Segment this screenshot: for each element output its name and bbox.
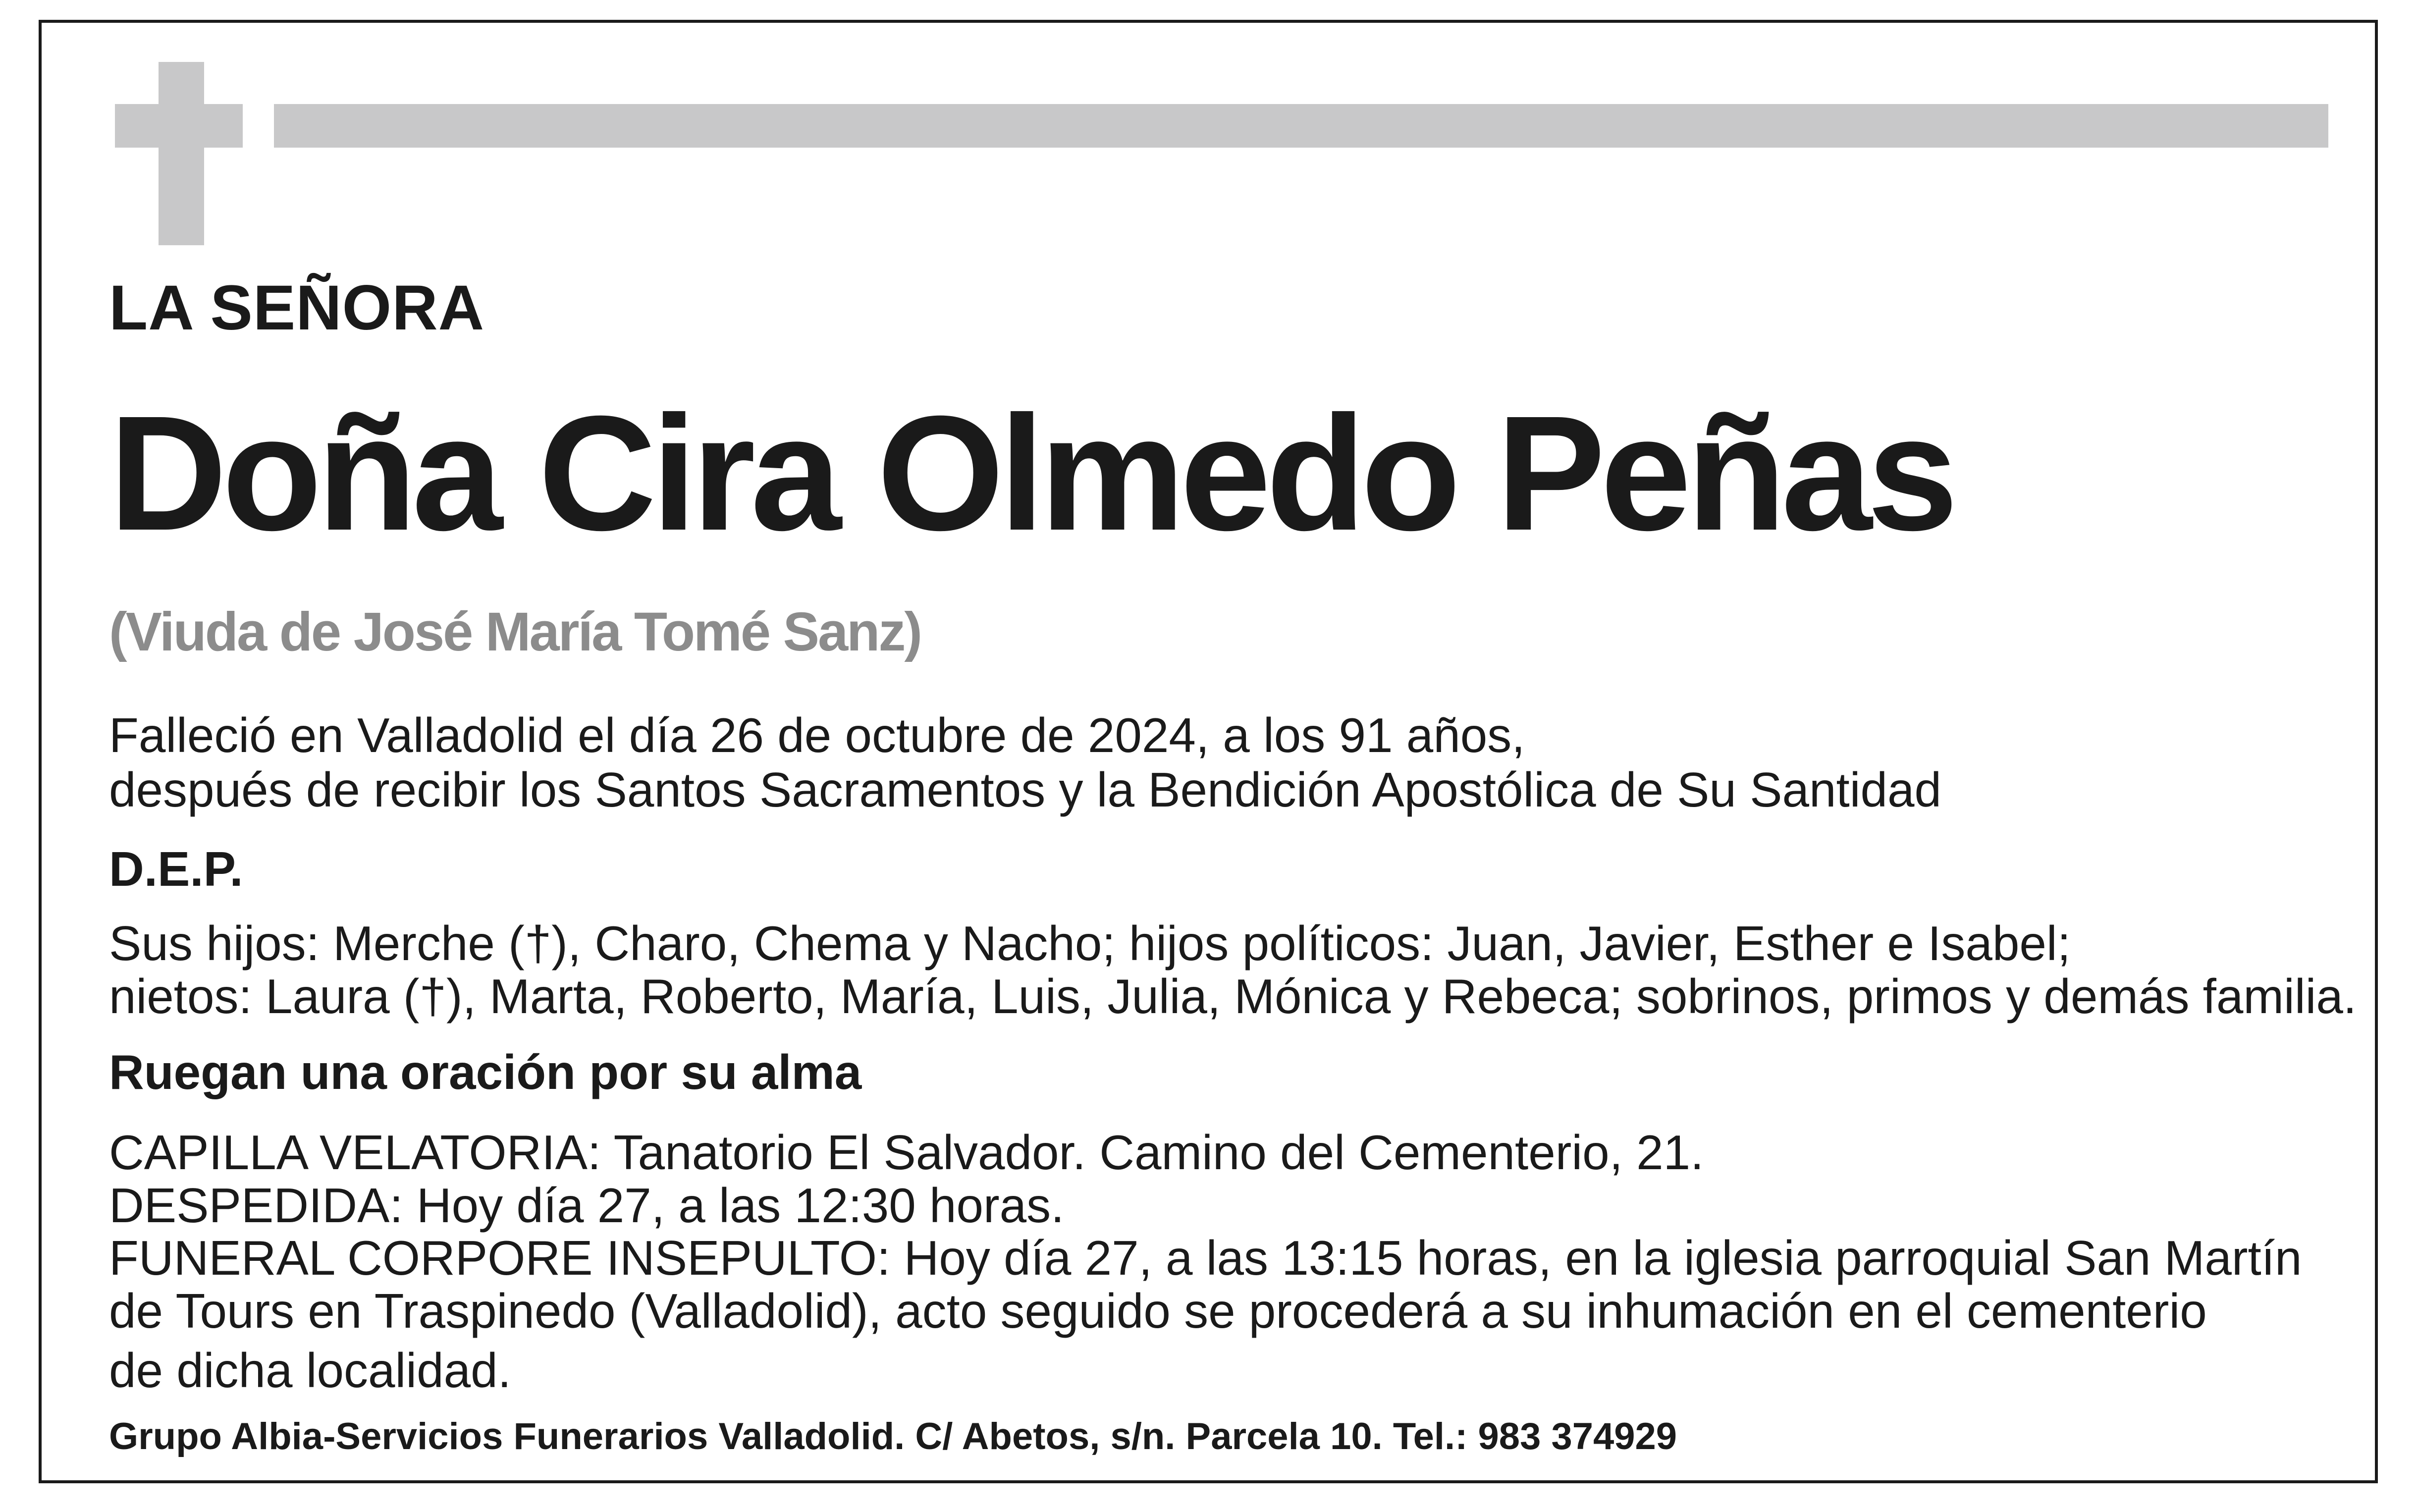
death-text-line: Falleció en Valladolid el día 26 de octubre de 2024, a los 91 años, [109,708,1525,762]
service-detail-line: DESPEDIDA: Hoy día 27, a las 12:30 horas. [109,1178,1065,1233]
service-detail-line: de Tours en Traspinedo (Valladolid), acto seguido se procederá a su inhumación en el cementerio [109,1284,2207,1338]
deceased-name: Doña Cira Olmedo Peñas [109,381,1953,564]
dep-label: D.E.P. [109,842,243,896]
service-detail-line: de dicha localidad. [109,1343,511,1398]
death-text-line: después de recibir los Santos Sacramentos y la Bendición Apostólica de Su Santidad [109,762,1942,817]
widow-note: (Viuda de José María Tomé Sanz) [109,601,921,662]
prayer-request: Ruegan una oración por su alma [109,1045,862,1099]
service-detail-line: FUNERAL CORPORE INSEPULTO: Hoy día 27, a las 13:15 horas, en la iglesia parroquial San Martín [109,1231,2302,1285]
title-label: LA SEÑORA [109,272,485,343]
funeral-home-footer: Grupo Albia-Servicios Funerarios Valladolid. C/ Abetos, s/n. Parcela 10. Tel.: 983 374929 [109,1415,1677,1458]
family-text-line: nietos: Laura (†), Marta, Roberto, María, Luis, Julia, Mónica y Rebeca; sobrinos, primos y demás familia. [109,969,2357,1024]
header-rule [274,104,2328,148]
cross-vertical-beam [159,62,204,245]
service-detail-line: CAPILLA VELATORIA: Tanatorio El Salvador. Camino del Cementerio, 21. [109,1125,1704,1180]
family-text-line: Sus hijos: Merche (†), Charo, Chema y Nacho; hijos políticos: Juan, Javier, Esther e Isabel; [109,916,2071,971]
cross-horizontal-beam [115,104,243,148]
